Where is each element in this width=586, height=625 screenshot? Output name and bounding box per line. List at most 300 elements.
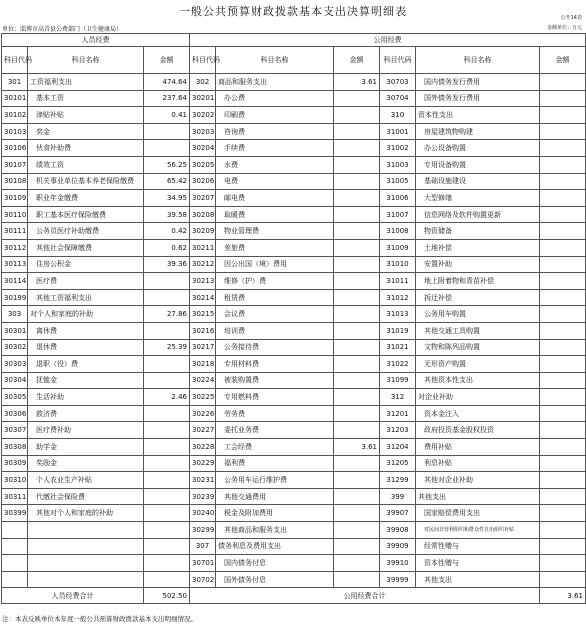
code-cell: 30229 <box>190 455 216 472</box>
name-cell: 会议费 <box>216 306 334 323</box>
amount-cell <box>540 107 586 124</box>
name-cell: 信息网络及软件购置更新 <box>416 206 540 223</box>
code-cell: 39907 <box>380 505 416 522</box>
code-cell: 30303 <box>2 356 28 373</box>
code-cell: 30208 <box>190 206 216 223</box>
amount-cell <box>334 339 380 356</box>
name-cell: 费用补贴 <box>416 439 540 456</box>
amount-cell <box>144 571 190 588</box>
header-amount: 金额 <box>144 47 190 74</box>
code-cell: 31011 <box>380 273 416 290</box>
code-cell: 31006 <box>380 190 416 207</box>
name-cell: 土地补偿 <box>416 239 540 256</box>
code-cell: 399 <box>380 488 416 505</box>
table-row <box>2 488 586 505</box>
amount-cell <box>540 190 586 207</box>
amount-cell <box>144 422 190 439</box>
amount-cell <box>144 140 190 157</box>
code-cell: 31099 <box>380 372 416 389</box>
public-total-value: 3.61 <box>540 588 586 604</box>
code-cell: 30214 <box>190 289 216 306</box>
table-row <box>2 306 586 323</box>
table-row <box>2 555 586 572</box>
name-cell: 债务利息及费用支出 <box>216 538 334 555</box>
code-cell: 302 <box>190 74 216 91</box>
amount-cell <box>540 439 586 456</box>
amount-cell: 65.42 <box>144 173 190 190</box>
table-row <box>2 223 586 240</box>
code-cell: 30199 <box>2 289 28 306</box>
group-personnel: 人员经费 <box>2 34 190 47</box>
name-cell: 其他交通费用 <box>216 488 334 505</box>
name-cell <box>28 571 144 588</box>
totals-row <box>2 588 586 604</box>
amount-cell <box>540 74 586 91</box>
table-row <box>2 206 586 223</box>
name-cell: 租赁费 <box>216 289 334 306</box>
amount-cell <box>540 206 586 223</box>
amount-cell <box>540 239 586 256</box>
amount-cell <box>334 472 380 489</box>
table-row <box>2 173 586 190</box>
amount-cell <box>144 505 190 522</box>
table-row <box>2 107 586 124</box>
code-cell: 30201 <box>190 90 216 107</box>
code-cell: 30205 <box>190 156 216 173</box>
code-cell: 30702 <box>190 571 216 588</box>
amount-cell <box>540 422 586 439</box>
group-public: 公用经费 <box>190 34 586 47</box>
column-header-row <box>2 47 586 74</box>
amount-cell <box>334 538 380 555</box>
table-row <box>2 356 586 373</box>
code-cell: 30209 <box>190 223 216 240</box>
name-cell: 商品和服务支出 <box>216 74 334 91</box>
amount-cell <box>144 405 190 422</box>
amount-cell: 27.86 <box>144 306 190 323</box>
amount-cell <box>334 123 380 140</box>
code-cell: 30228 <box>190 439 216 456</box>
amount-cell <box>334 372 380 389</box>
name-cell: 文物和陈列品购置 <box>416 339 540 356</box>
name-cell: 工资福利支出 <box>28 74 144 91</box>
table-row <box>2 256 586 273</box>
name-cell: 个人农业生产补贴 <box>28 472 144 489</box>
table-row <box>2 538 586 555</box>
name-cell: 其他对个人和家庭的补助 <box>28 505 144 522</box>
code-cell: 30110 <box>2 206 28 223</box>
name-cell: 其他工资福利支出 <box>28 289 144 306</box>
name-cell: 公务员医疗补助缴费 <box>28 223 144 240</box>
code-cell: 30305 <box>2 389 28 406</box>
amount-cell: 34.95 <box>144 190 190 207</box>
code-cell: 31022 <box>380 356 416 373</box>
code-cell: 31013 <box>380 306 416 323</box>
code-cell: 30308 <box>2 439 28 456</box>
expenditure-table <box>1 33 586 604</box>
name-cell: 大型修缮 <box>416 190 540 207</box>
amount-cell <box>334 256 380 273</box>
amount-cell <box>334 273 380 290</box>
header-amount: 金额 <box>334 47 380 74</box>
name-cell: 其他支出 <box>416 488 540 505</box>
amount-cell <box>334 107 380 124</box>
code-cell: 39908 <box>380 522 416 539</box>
amount-cell <box>334 405 380 422</box>
footnote: 注：本表反映单位本年度一般公共预算财政拨款基本支出明细情况。 <box>2 615 197 623</box>
table-row <box>2 505 586 522</box>
name-cell: 被装购置费 <box>216 372 334 389</box>
amount-cell: 3.61 <box>334 74 380 91</box>
name-cell: 其他交通工具购置 <box>416 322 540 339</box>
amount-cell <box>144 439 190 456</box>
code-cell: 31007 <box>380 206 416 223</box>
name-cell <box>28 555 144 572</box>
code-cell: 31012 <box>380 289 416 306</box>
header-name: 科目名称 <box>28 47 144 74</box>
code-cell: 30701 <box>190 555 216 572</box>
amount-cell <box>540 571 586 588</box>
code-cell: 30103 <box>2 123 28 140</box>
name-cell: 利息补贴 <box>416 455 540 472</box>
name-cell: 国外债务付息 <box>216 571 334 588</box>
amount-cell <box>334 322 380 339</box>
name-cell: 手续费 <box>216 140 334 157</box>
name-cell: 基本工资 <box>28 90 144 107</box>
code-cell: 30218 <box>190 356 216 373</box>
name-cell: 医疗费补助 <box>28 422 144 439</box>
amount-cell: 237.64 <box>144 90 190 107</box>
amount-cell <box>540 522 586 539</box>
unit-label: 单位：淄博市高青县公费部门（卫生健康局） <box>2 26 123 33</box>
name-cell: 其他支出 <box>416 571 540 588</box>
amount-cell <box>334 239 380 256</box>
amount-cell: 0.41 <box>144 107 190 124</box>
amount-cell <box>144 123 190 140</box>
name-cell: 安置补助 <box>416 256 540 273</box>
name-cell: 住房公积金 <box>28 256 144 273</box>
name-cell: 公务接待费 <box>216 339 334 356</box>
table-row <box>2 472 586 489</box>
amount-cell <box>540 538 586 555</box>
code-cell: 30309 <box>2 455 28 472</box>
amount-cell <box>144 455 190 472</box>
name-cell: 经常性赠与 <box>416 538 540 555</box>
table-row <box>2 522 586 539</box>
personnel-total-label: 人员经费合计 <box>2 588 144 604</box>
code-cell <box>2 555 28 572</box>
amount-cell <box>540 389 586 406</box>
name-cell: 救济费 <box>28 405 144 422</box>
code-cell: 310 <box>380 107 416 124</box>
form-tag: 公开14表 <box>560 15 582 21</box>
code-cell: 30204 <box>190 140 216 157</box>
name-cell: 资本性支出 <box>416 107 540 124</box>
name-cell: 拆迁补偿 <box>416 289 540 306</box>
amount-cell: 3.61 <box>334 439 380 456</box>
code-cell: 31003 <box>380 156 416 173</box>
name-cell: 代缴社会保险费 <box>28 488 144 505</box>
code-cell: 30114 <box>2 273 28 290</box>
code-cell: 30310 <box>2 472 28 489</box>
code-cell: 30106 <box>2 140 28 157</box>
code-cell: 30306 <box>2 405 28 422</box>
header-name: 科目名称 <box>416 47 540 74</box>
code-cell: 31009 <box>380 239 416 256</box>
amount-cell <box>144 322 190 339</box>
name-cell: 国内债务发行费用 <box>416 74 540 91</box>
amount-cell: 2.46 <box>144 389 190 406</box>
code-cell: 30113 <box>2 256 28 273</box>
name-cell: 职工基本医疗保险缴费 <box>28 206 144 223</box>
name-cell: 绩效工资 <box>28 156 144 173</box>
amount-cell <box>540 555 586 572</box>
code-cell <box>2 571 28 588</box>
amount-cell <box>334 306 380 323</box>
amount-cell <box>334 173 380 190</box>
amount-cell <box>540 156 586 173</box>
code-cell: 30239 <box>190 488 216 505</box>
code-cell: 30231 <box>190 472 216 489</box>
name-cell: 专用材料费 <box>216 356 334 373</box>
code-cell: 30703 <box>380 74 416 91</box>
table-row <box>2 190 586 207</box>
name-cell <box>28 538 144 555</box>
table-row <box>2 273 586 290</box>
name-cell: 邮电费 <box>216 190 334 207</box>
name-cell: 津贴补贴 <box>28 107 144 124</box>
amount-cell <box>334 505 380 522</box>
amount-cell <box>540 339 586 356</box>
amount-cell <box>334 522 380 539</box>
name-cell: 基础设施建设 <box>416 173 540 190</box>
amount-cell <box>144 273 190 290</box>
code-cell: 30109 <box>2 190 28 207</box>
code-cell: 39910 <box>380 555 416 572</box>
name-cell: 国外债务发行费用 <box>416 90 540 107</box>
name-cell: 其他资本性支出 <box>416 372 540 389</box>
code-cell: 30206 <box>190 173 216 190</box>
amount-cell <box>540 223 586 240</box>
amount-cell <box>540 405 586 422</box>
table-row <box>2 239 586 256</box>
code-cell: 30399 <box>2 505 28 522</box>
amount-cell <box>540 256 586 273</box>
amount-cell <box>334 356 380 373</box>
code-cell: 30215 <box>190 306 216 323</box>
name-cell: 助学金 <box>28 439 144 456</box>
personnel-total-value: 502.50 <box>144 588 190 604</box>
amount-cell <box>540 472 586 489</box>
name-cell: 维修（护）费 <box>216 273 334 290</box>
code-cell: 31201 <box>380 405 416 422</box>
code-cell: 31204 <box>380 439 416 456</box>
table-row <box>2 571 586 588</box>
code-cell: 30203 <box>190 123 216 140</box>
code-cell <box>2 522 28 539</box>
name-cell: 培训费 <box>216 322 334 339</box>
table-row <box>2 289 586 306</box>
amount-cell <box>334 156 380 173</box>
money-unit: 金额单位：万元 <box>546 25 582 31</box>
amount-cell <box>334 223 380 240</box>
name-cell: 退职（役）费 <box>28 356 144 373</box>
table-row <box>2 90 586 107</box>
code-cell: 30213 <box>190 273 216 290</box>
code-cell: 30207 <box>190 190 216 207</box>
amount-cell <box>334 389 380 406</box>
name-cell: 对民间非营利组织和群众性自治组织补贴 <box>416 522 540 539</box>
code-cell: 31021 <box>380 339 416 356</box>
code-cell: 30111 <box>2 223 28 240</box>
table-row <box>2 455 586 472</box>
code-cell: 31205 <box>380 455 416 472</box>
code-cell: 30301 <box>2 322 28 339</box>
code-cell <box>2 538 28 555</box>
name-cell: 物业管理费 <box>216 223 334 240</box>
code-cell: 307 <box>190 538 216 555</box>
name-cell: 无形资产购置 <box>416 356 540 373</box>
amount-cell <box>334 90 380 107</box>
amount-cell: 39.36 <box>144 256 190 273</box>
table-row <box>2 322 586 339</box>
table-row <box>2 389 586 406</box>
amount-cell <box>144 522 190 539</box>
name-cell: 取暖费 <box>216 206 334 223</box>
amount-cell <box>334 455 380 472</box>
name-cell: 医疗费 <box>28 273 144 290</box>
code-cell: 30311 <box>2 488 28 505</box>
name-cell: 水费 <box>216 156 334 173</box>
amount-cell: 0.62 <box>144 239 190 256</box>
code-cell: 31010 <box>380 256 416 273</box>
amount-cell <box>540 455 586 472</box>
amount-cell <box>144 289 190 306</box>
public-total-label: 公用经费合计 <box>190 588 540 604</box>
table-row <box>2 405 586 422</box>
name-cell: 国内债务付息 <box>216 555 334 572</box>
code-cell: 31001 <box>380 123 416 140</box>
report-title: 一般公共预算财政拨款基本支出决算明细表 <box>179 5 407 18</box>
name-cell: 资本金注入 <box>416 405 540 422</box>
code-cell: 312 <box>380 389 416 406</box>
code-cell: 30216 <box>190 322 216 339</box>
code-cell: 30202 <box>190 107 216 124</box>
table-row <box>2 123 586 140</box>
amount-cell: 56.25 <box>144 156 190 173</box>
name-cell: 奖金 <box>28 123 144 140</box>
amount-cell <box>540 289 586 306</box>
header-code: 科目代码 <box>380 47 416 74</box>
code-cell: 30211 <box>190 239 216 256</box>
code-cell: 31299 <box>380 472 416 489</box>
amount-cell <box>540 273 586 290</box>
amount-cell <box>334 289 380 306</box>
header-code: 科目代码 <box>190 47 216 74</box>
name-cell: 专用设备购置 <box>416 156 540 173</box>
code-cell: 31002 <box>380 140 416 157</box>
code-cell: 39909 <box>380 538 416 555</box>
name-cell: 对企业补助 <box>416 389 540 406</box>
name-cell: 生活补助 <box>28 389 144 406</box>
name-cell: 其他社会保障缴费 <box>28 239 144 256</box>
amount-cell: 25.39 <box>144 339 190 356</box>
name-cell: 工会经费 <box>216 439 334 456</box>
name-cell: 税金及附加费用 <box>216 505 334 522</box>
name-cell: 机关事业单位基本养老保险缴费 <box>28 173 144 190</box>
name-cell: 办公费 <box>216 90 334 107</box>
table-row <box>2 74 586 91</box>
table-row <box>2 439 586 456</box>
amount-cell <box>540 488 586 505</box>
table-row <box>2 156 586 173</box>
table-row <box>2 372 586 389</box>
amount-cell <box>540 90 586 107</box>
table-row <box>2 140 586 157</box>
name-cell: 福利费 <box>216 455 334 472</box>
code-cell: 39999 <box>380 571 416 588</box>
name-cell: 劳务费 <box>216 405 334 422</box>
code-cell: 30307 <box>2 422 28 439</box>
code-cell: 30224 <box>190 372 216 389</box>
amount-cell <box>334 571 380 588</box>
amount-cell <box>540 322 586 339</box>
name-cell: 其他对企业补助 <box>416 472 540 489</box>
name-cell: 地上附着物和青苗补偿 <box>416 273 540 290</box>
name-cell: 国家赔偿费用支出 <box>416 505 540 522</box>
name-cell: 公务用车购置 <box>416 306 540 323</box>
amount-cell <box>334 488 380 505</box>
code-cell: 30225 <box>190 389 216 406</box>
name-cell <box>28 522 144 539</box>
code-cell: 30704 <box>380 90 416 107</box>
code-cell: 31005 <box>380 173 416 190</box>
name-cell: 政府投资基金股权投资 <box>416 422 540 439</box>
code-cell: 30101 <box>2 90 28 107</box>
header-amount: 金额 <box>540 47 586 74</box>
name-cell: 离休费 <box>28 322 144 339</box>
code-cell: 31019 <box>380 322 416 339</box>
code-cell: 30304 <box>2 372 28 389</box>
code-cell: 30107 <box>2 156 28 173</box>
name-cell: 对个人和家庭的补助 <box>28 306 144 323</box>
table-row <box>2 422 586 439</box>
name-cell: 退休费 <box>28 339 144 356</box>
header-name: 科目名称 <box>216 47 334 74</box>
amount-cell <box>144 356 190 373</box>
name-cell: 公务用车运行维护费 <box>216 472 334 489</box>
name-cell: 职业年金缴费 <box>28 190 144 207</box>
name-cell: 因公出国（境）费用 <box>216 256 334 273</box>
code-cell: 30240 <box>190 505 216 522</box>
code-cell: 30108 <box>2 173 28 190</box>
amount-cell <box>540 372 586 389</box>
amount-cell <box>334 555 380 572</box>
code-cell: 30112 <box>2 239 28 256</box>
name-cell: 伙食补助费 <box>28 140 144 157</box>
code-cell: 30212 <box>190 256 216 273</box>
amount-cell <box>540 123 586 140</box>
code-cell: 30217 <box>190 339 216 356</box>
amount-cell <box>144 372 190 389</box>
code-cell: 30226 <box>190 405 216 422</box>
code-cell: 30227 <box>190 422 216 439</box>
code-cell: 301 <box>2 74 28 91</box>
name-cell: 其他商品和服务支出 <box>216 522 334 539</box>
name-cell: 专用燃料费 <box>216 389 334 406</box>
code-cell: 31008 <box>380 223 416 240</box>
name-cell: 差旅费 <box>216 239 334 256</box>
